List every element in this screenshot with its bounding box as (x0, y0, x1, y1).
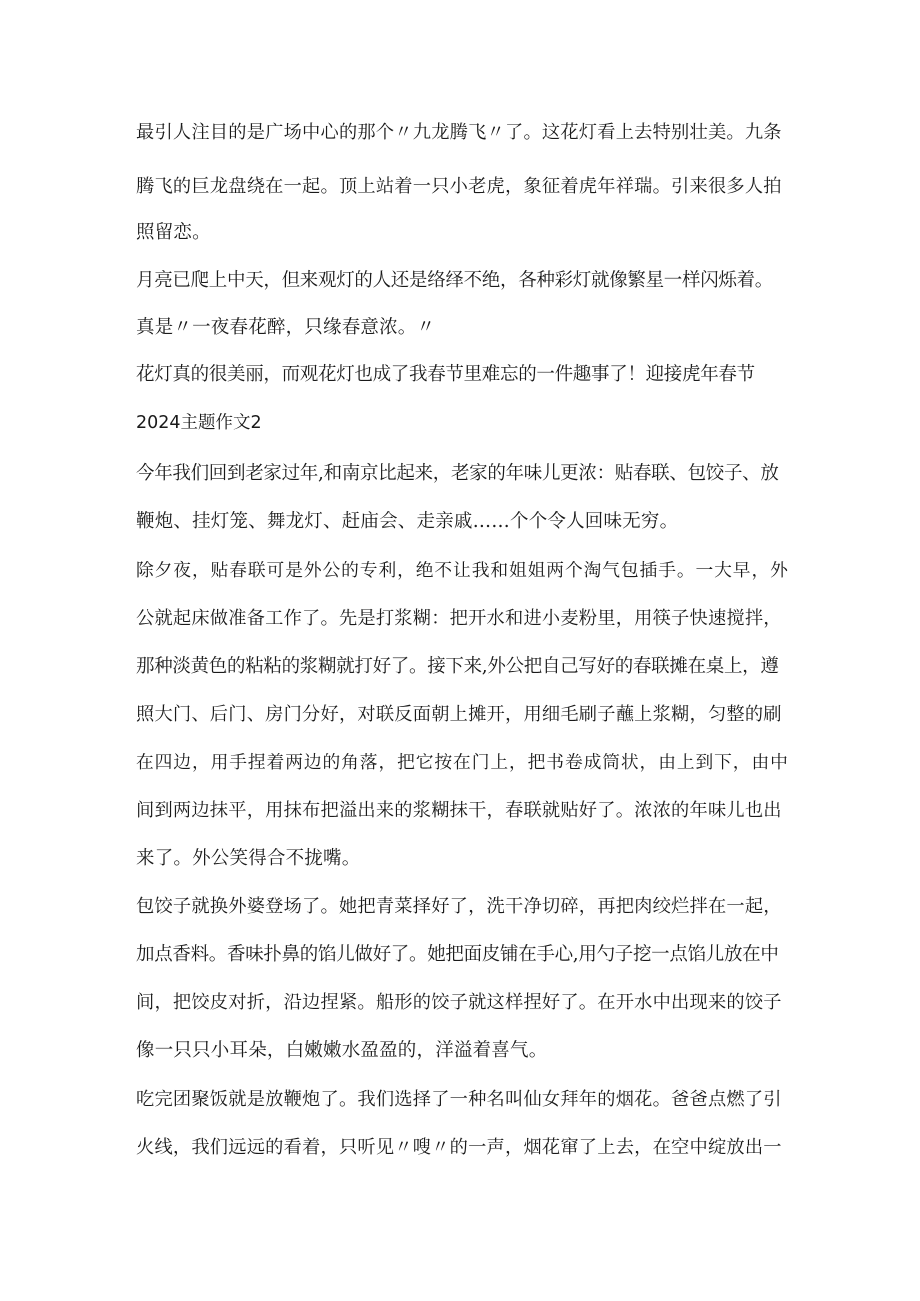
text-line-5: 真是〃一夜春花醉，只缘春意浓。〃 (136, 317, 436, 338)
text-line-18: 加点香料。香味扑鼻的馅儿做好了。她把面皮铺在手心,用勺子挖一点馅儿放在中 (136, 944, 779, 965)
text-line-8: 今年我们回到老家过年,和南京比起来，老家的年味儿更浓：贴春联、包饺子、放 (136, 463, 779, 484)
text-line-15: 间到两边抹平，用抹布把溢出来的浆糊抹干，春联就贴好了。浓浓的年味儿也出 (136, 800, 782, 821)
text-line-17: 包饺子就换外婆登场了。她把青菜择好了，洗干净切碎，再把肉绞烂拌在一起， (136, 896, 782, 917)
text-line-11: 公就起床做准备工作了。先是打浆糊：把开水和进小麦粉里，用筷子快速搅拌， (136, 608, 782, 629)
text-line-1: 最引人注目的是广场中心的那个〃九龙腾飞〃了。这花灯看上去特别壮美。九条 (136, 122, 782, 143)
text-line-21: 吃完团聚饭就是放鞭炮了。我们选择了一种名叫仙女拜年的烟花。爸爸点燃了引 (136, 1089, 782, 1110)
text-line-14: 在四边，用手捏着两边的角落，把它按在门上，把书卷成筒状，由上到下，由中 (136, 753, 789, 773)
text-line-19: 间，把饺皮对折，沿边捏紧。船形的饺子就这样捏好了。在开水中出现来的饺子 (136, 992, 782, 1013)
text-line-22: 火线，我们远远的看着，只听见〃嗖〃的一声，烟花窜了上去，在空中绽放出一 (136, 1137, 782, 1158)
text-line-12: 那种淡黄色的粘粘的浆糊就打好了。接下来,外公把自己写好的春联摊在桌上，遵 (136, 656, 779, 677)
text-line-13: 照大门、后门、房门分好，对联反面朝上摊开，用细毛刷子蘸上浆糊，匀整的刷 (136, 704, 782, 725)
text-line-9: 鞭炮、挂灯笼、舞龙灯、赶庙会、走亲戚……个个令人回味无穷。 (136, 511, 679, 532)
text-line-3: 照留恋。 (136, 222, 211, 243)
text-line-20: 像一只只小耳朵，白嫩嫩水盈盈的，洋溢着喜气。 (136, 1040, 548, 1061)
section-heading: 2024主题作文2 (136, 413, 262, 433)
text-line-2: 腾飞的巨龙盘绕在一起。顶上站着一只小老虎，象征着虎年祥瑞。引来很多人拍 (136, 176, 782, 197)
text-line-10: 除夕夜，贴春联可是外公的专利，绝不让我和姐姐两个淘气包插手。一大早，外 (136, 561, 789, 581)
text-line-16: 来了。外公笑得合不拢嘴。 (136, 848, 361, 869)
text-line-4: 月亮已爬上中天，但来观灯的人还是络绎不绝，各种彩灯就像繁星一样闪烁着。 (136, 270, 774, 291)
text-line-6: 花灯真的很美丽，而观花灯也成了我春节里难忘的一件趣事了！迎接虎年春节 (136, 364, 755, 385)
